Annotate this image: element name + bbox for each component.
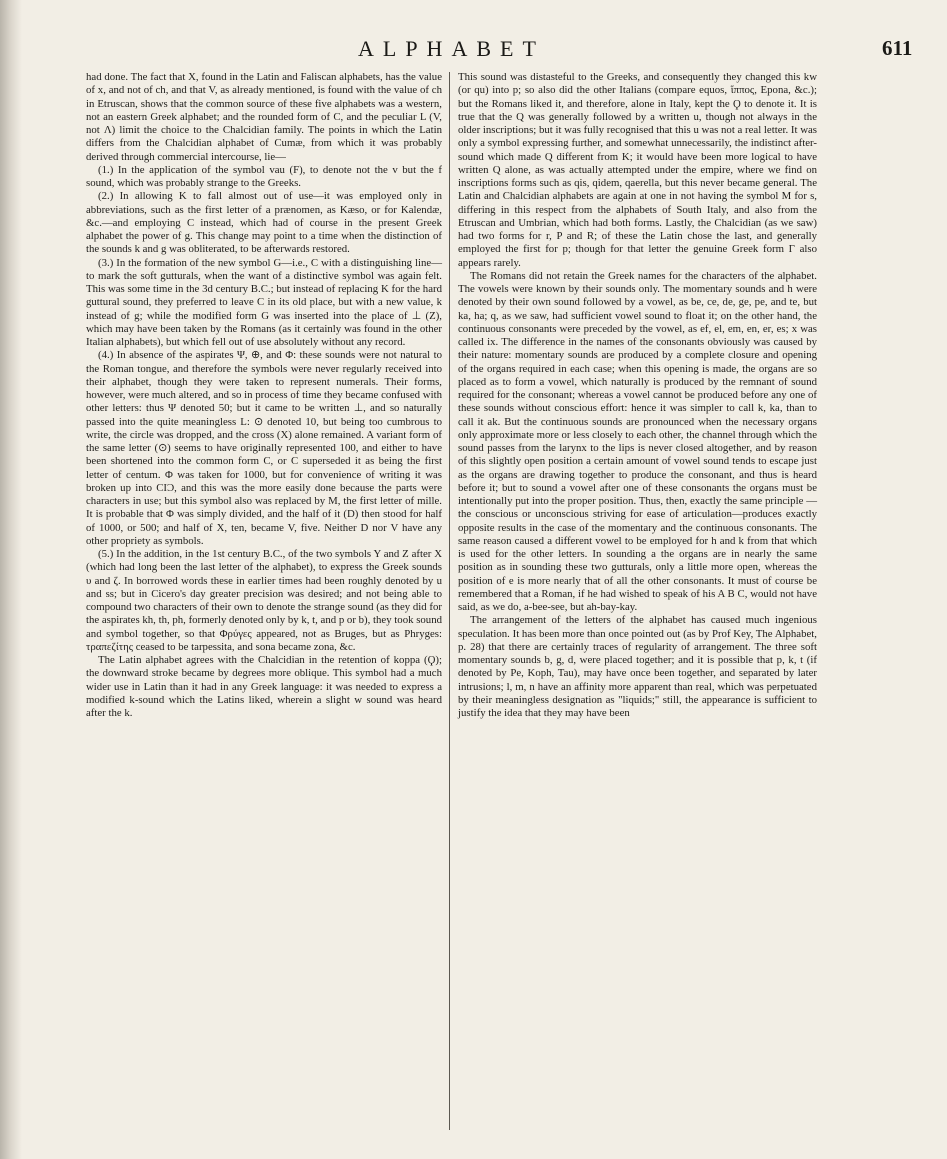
paragraph: This sound was distasteful to the Greeks, and consequently they changed this kw (or qu) into p; so also did the other Italians (compare equos, ἵππος, Epona, &c.); but the Romans liked it, and therefore, alone in Italy, kept the Ϙ to denote it. It is true that the Q was generally followed by a written u, though not always in the older inscriptions; but it was fully recognised that this u was not a real letter. It was only a symbol expressing further, and somewhat unnecessarily, the indistinct after-sound which made Q different from K; it would have been more logical to have written Q alone, as was actually attempted under the empire, where we find on inscriptions forms such as qis, qidem, qaerella, but this never became general. The Latin and Chalcidian alphabets are again at one in not having the symbol M for s, differing in this respect from the alphabets of South Italy, and also from the Etruscan and Umbrian, which had both forms. Lastly, the Chalcidian (as we saw) had two forms for r, P and R; of these the Latin chose the last, and generally employed the first for p; though for that letter the genuine Greek form Γ also appears rarely. [458,71,817,269]
page-number: 611 [882,36,913,60]
paragraph: (2.) In allowing K to fall almost out of use—it was employed only in abbreviations, such as the first letter of a prænomen, as Kæso, or for Kalendæ, &c.—and employing C instead, which had of course in the present Greek alphabet the power of g. This change may point to a time when the distinction of the sounds k and g was obliterated, to be afterwards restored. [86,190,442,256]
paragraph: The arrangement of the letters of the alphabet has caused much ingenious speculation. It has been more than once pointed out (as by Prof Key, The Alphabet, p. 28) that there are certainly traces of regularity of arrangement. The three soft momentary sounds b, g, d, were placed together; and it is possible that p, k, t (if denoted by Pe, Koph, Tau), may have once been together, and separated by later intrusions; l, m, n have an affinity more apparent than real, which was perpetuated by their meaningless designation as "liquids;" still, the appearance is sufficient to justify the idea that they may have been [458,614,817,719]
paragraph: had done. The fact that X, found in the Latin and Faliscan alphabets, has the value of x, and not of ch, and that V, as already mentioned, is found with the value of ch in Etruscan, shows that the common source of these five alphabets was a western, not an eastern Greek alphabet; and the rounded form of C, and the peculiar L (V, not Λ) limit the choice to the Chalcidian family. The points in which the Latin differs from the Chalcidian alphabet of Cumæ, from which it was probably derived through commercial intercourse, lie— [86,71,442,163]
paragraph: (5.) In the addition, in the 1st century B.C., of the two symbols Y and Z after X (which had long been the last letter of the alphabet), to express the Greek sounds υ and ζ. In borrowed words these in earlier times had been roughly denoted by u and ss; but in Cicero's day greater precision was desired; and not being able to compound two characters of their own to denote the strange sound (as they did for the aspirates kh, th, ph, formerly denoted only by k, t, and p or b), they took sound and symbol together, so that Φρύγες appeared, not as Bruges, but as Phryges: τραπεζίτης ceased to be tarpessita, and sona became zona, &c. [86,548,442,653]
paragraph: The Romans did not retain the Greek names for the characters of the alphabet. The vowels were known by their sounds only. The momentary sounds and h were denoted by their own sound followed by a vowel, as be, ce, de, ge, pe, and te, but ka, ha; q, as we saw, had sufficient vowel sound to float it; on the other hand, the continuous consonants were preceded by the vowel, as ef, el, em, en, er, es; x was called ix. The difference in the names of the consonants obviously was caused by their nature: momentary sounds are produced by a complete closure and opening of the organs required in each case; when this opening is made, the organs are so placed as to form a vowel, which naturally is produced by the remnant of sound required for the consonant; whereas a vowel cannot be produced before any one of these sounds without conscious effort: hence it was simpler to call k, ka, than to call it ak. But the continuous sounds are pronounced when the necessary organs only approximate more or less closely to each other, the channel through which the sound passes from the larynx to the lips is never closed altogether, and by reason of this slightly open position a certain amount of vowel sound tends to escape just as the organs are drawing together to produce the consonant, and thus is heard before it; but to sound a vowel after one of these consonants the organs must be intentionally put into the proper position. Thus, then, exactly the same principle —the conscious or unconscious striving for ease of articulation—produces exactly opposite results in the case of the momentary and the continuous consonants. The same reason caused a different vowel to be employed for h and k from that which is used for the other letters. In sounding a the organs are in nearly the same position as in sounding these two gutturals, only a little more open, whereas the position of e is more nearly that of all the other consonants. It must of course be remembered that a Roman, if he had wished to speak of his A B C, would not have said, as we do, a-bee-see, but ah-bay-kay. [458,269,817,613]
paragraph: (1.) In the application of the symbol vau (F), to denote not the v but the f sound, which was probably strange to the Greeks. [86,163,442,189]
binding-shadow [0,0,22,1159]
paragraph: (4.) In absence of the aspirates Ψ, ⊕, and Φ: these sounds were not natural to the Roman tongue, and therefore the symbols were never regularly received into their alphabet, though they were taken to represent numerals. Their forms, however, were much altered, and so in process of time they became confused with other letters: thus Ψ denoted 50; but it came to be written ⊥, and so naturally passed into the quite meaningless L: ⊙ denoted 10, but being too cumbrous to write, the circle was dropped, and the cross (X) alone remained. A variant form of the same letter (⊙) seems to have originally represented 100, and either to have been shortened into the common form C, or C superseded it as being the first letter of centum. Φ was taken for 1000, but for convenience of writing it was broken up into CIƆ, and this was the more easily done because the parts were characters in use; but this symbol also was replaced by M, the first letter of mille. It is probable that Φ was simply divided, and the half of it (D) then stood for half of 1000, or 500; and half of X, ten, became V, five. Neither D nor V have any other propriety as symbols. [86,349,442,547]
paragraph: The Latin alphabet agrees with the Chalcidian in the retention of koppa (Ϙ); the downward stroke became by degrees more oblique. This symbol had a much wider use in Latin than it had in any Greek language: it was needed to express a modified k-sound which the Latins liked, wherein a slight w sound was heard after the k. [86,654,442,719]
left-column [86,71,442,720]
column-divider [449,72,450,1130]
paragraph: (3.) In the formation of the new symbol G—i.e., C with a distinguishing line—to mark the soft gutturals, when the want of a distinctive symbol was again felt. This was some time in the 3d century B.C.; but instead of replacing K for the hard guttural sound, they preferred to leave C in its old place, but with a new value, k instead of g; while the modified form G was inserted into the place of ⊥ (Z), which may have been taken by the Romans (as it certainly was found in the other Italian alphabets), but which fell out of use absolutely without any record. [86,256,442,348]
running-title: ALPHABET [358,36,545,61]
right-column [458,71,817,720]
page-header [0,36,947,66]
